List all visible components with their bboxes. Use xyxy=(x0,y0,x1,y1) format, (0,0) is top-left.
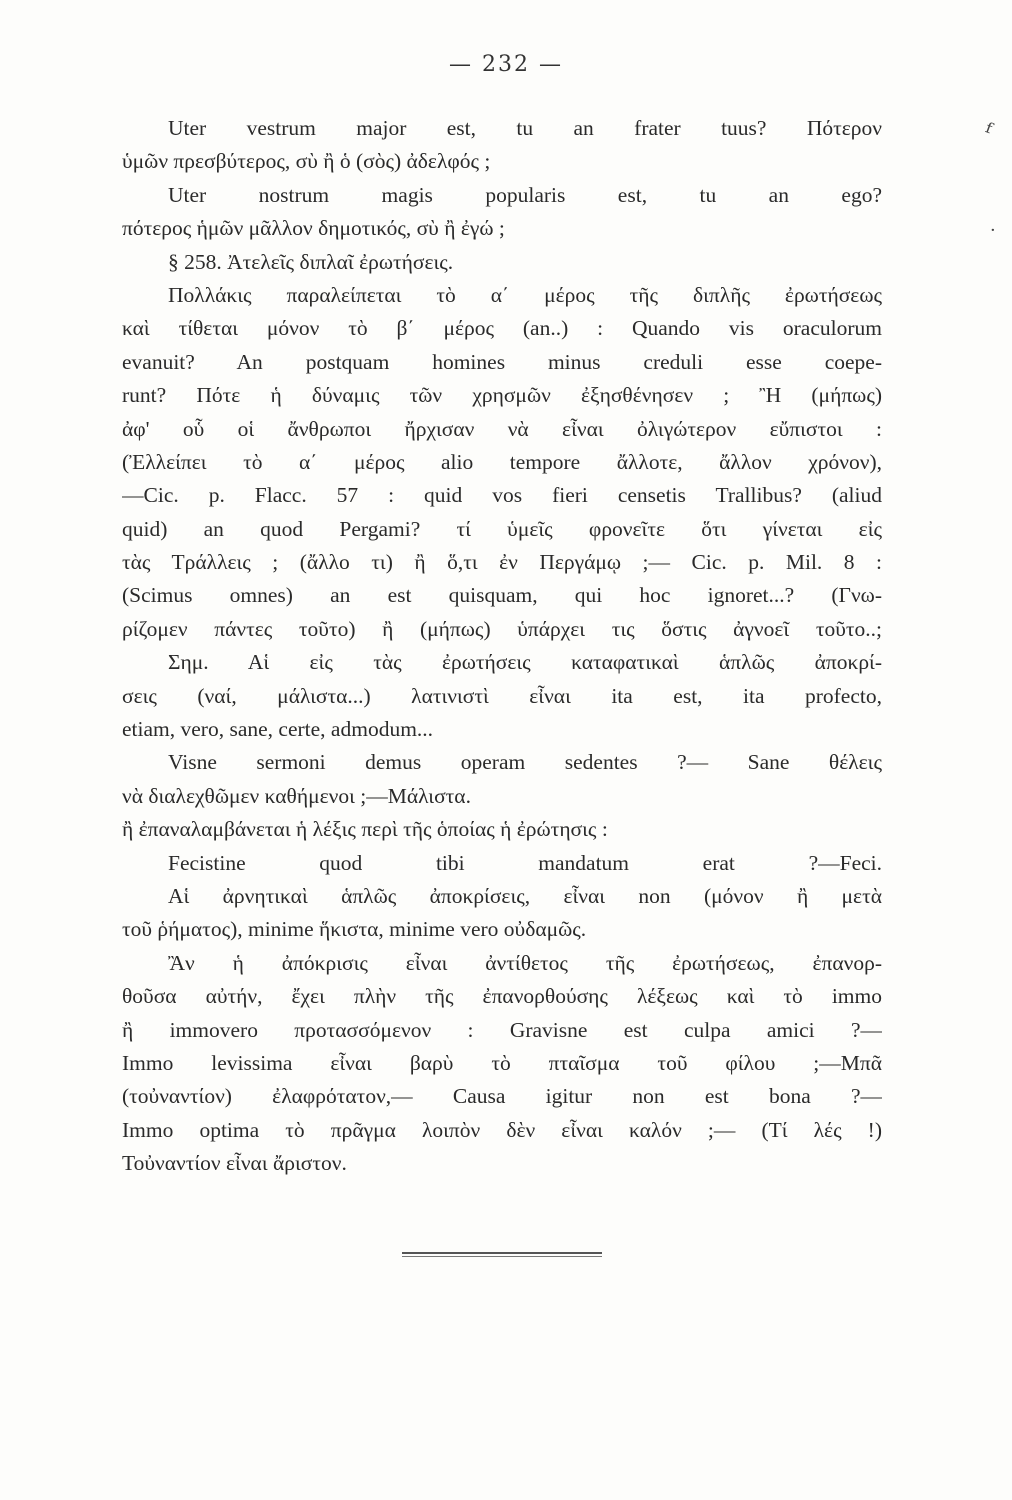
margin-ink-mark: ᶠ xyxy=(979,117,995,149)
text-line: σεις (ναί, μάλιστα...) λατινιστὶ εἶναι ita est, ita profecto, xyxy=(122,683,882,708)
text-line: quid) an quod Pergami? τί ὑμεῖς φρονεῖτε ὅτι γίνεται εἰς xyxy=(122,516,882,541)
text-line: νὰ διαλεχθῶμεν καθήμενοι ;—Μάλιστα. xyxy=(122,783,471,808)
closing-rule-thin xyxy=(402,1256,602,1257)
margin-ink-dot: · xyxy=(990,220,996,241)
text-line: Fecistine quod tibi mandatum erat ?—Feci. xyxy=(168,850,882,875)
text-line: (τοὐναντίον) ἐλαφρότατον,— Causa igitur non est bona ?— xyxy=(122,1084,882,1109)
text-line: Visne sermoni demus operam sedentes ?— Sane θέλεις xyxy=(168,750,882,775)
text-line: (Ἐλλείπει τὸ α΄ μέρος alio tempore ἄλλοτε, ἄλλον χρόνον), xyxy=(122,449,882,474)
body-text xyxy=(122,112,882,1181)
text-line: —Cic. p. Flacc. 57 : quid vos fieri censetis Trallibus? (aliud xyxy=(122,483,882,508)
text-line: ἢ immovero προτασσόμενον : Gravisne est culpa amici ?— xyxy=(122,1017,882,1042)
text-line: evanuit? An postquam homines minus creduli esse coepe- xyxy=(122,349,882,374)
text-line: καὶ τίθεται μόνον τὸ β΄ μέρος (an..) : Quando vis oraculorum xyxy=(122,316,882,341)
text-line: Uter nostrum magis popularis est, tu an ego? xyxy=(168,182,882,207)
text-line: etiam, vero, sane, certe, admodum... xyxy=(122,717,434,742)
text-line: Immo levissima εἶναι βαρὺ τὸ πταῖσμα τοῦ φίλου ;—Μπᾶ xyxy=(122,1050,882,1075)
text-line: ρίζομεν πάντες τοῦτο) ἢ (μήπως) ὑπάρχει τις ὅστις ἀγνοεῖ τοῦτο..; xyxy=(122,616,882,641)
page-number: — 232 — xyxy=(449,52,563,77)
text-line: Uter vestrum major est, tu an frater tuus? Πότερον xyxy=(168,116,882,140)
text-line: runt? Πότε ἡ δύναμις τῶν χρησμῶν ἐξησθένησεν ; Ἢ (μήπως) xyxy=(122,383,882,408)
text-line: θοῦσα αὐτήν, ἔχει πλὴν τῆς ἐπανορθούσης λέξεως καὶ τὸ immo xyxy=(122,984,882,1009)
text-line: Τοὐναντίον εἶναι ἄριστον. xyxy=(122,1151,347,1176)
text-line: Αἱ ἀρνητικαὶ ἁπλῶς ἀποκρίσεις, εἶναι non (μόνον ἢ μετὰ xyxy=(168,883,882,908)
text-line: τοῦ ῥήματος), minime ἥκιστα, minime vero οὐδαμῶς. xyxy=(122,917,587,942)
text-line: ὑμῶν πρεσβύτερος, σὺ ἢ ὁ (σὸς) ἀδελφός ; xyxy=(122,149,491,174)
text-line: ἀφ' οὗ οἱ ἄνθρωποι ἤρχισαν νὰ εἶναι ὀλιγώτερον εὔπιστοι : xyxy=(122,416,882,441)
note-line: Σημ. Αἱ εἰς τὰς ἐρωτήσεις καταφατικαὶ ἁπλῶς ἀποκρί- xyxy=(168,650,882,675)
closing-rule xyxy=(402,1252,602,1254)
section-heading: § 258. Ἀτελεῖς διπλαῖ ἐρωτήσεις. xyxy=(168,249,454,274)
text-line: (Scimus omnes) an est quisquam, qui hoc ignoret...? (Γνω- xyxy=(122,583,882,608)
text-line: ἢ ἐπαναλαμβάνεται ἡ λέξις περὶ τῆς ὁποίας ἡ ἐρώτησις : xyxy=(122,817,608,842)
text-line: Πολλάκις παραλείπεται τὸ α΄ μέρος τῆς διπλῆς ἐρωτήσεως xyxy=(168,282,882,307)
text-line: τὰς Τράλλεις ; (ἄλλο τι) ἢ ὅ,τι ἐν Περγάμῳ ;— Cic. p. Mil. 8 : xyxy=(122,550,882,575)
text-line: Immo optima τὸ πρᾶγμα λοιπὸν δὲν εἶναι καλόν ;— (Τί λές !) xyxy=(122,1117,882,1142)
text-line: πότερος ἡμῶν μᾶλλον δημοτικός, σὺ ἢ ἐγώ ; xyxy=(122,216,505,241)
text-line: Ἂν ἡ ἀπόκρισις εἶναι ἀντίθετος τῆς ἐρωτήσεως, ἐπανορ- xyxy=(168,950,882,975)
